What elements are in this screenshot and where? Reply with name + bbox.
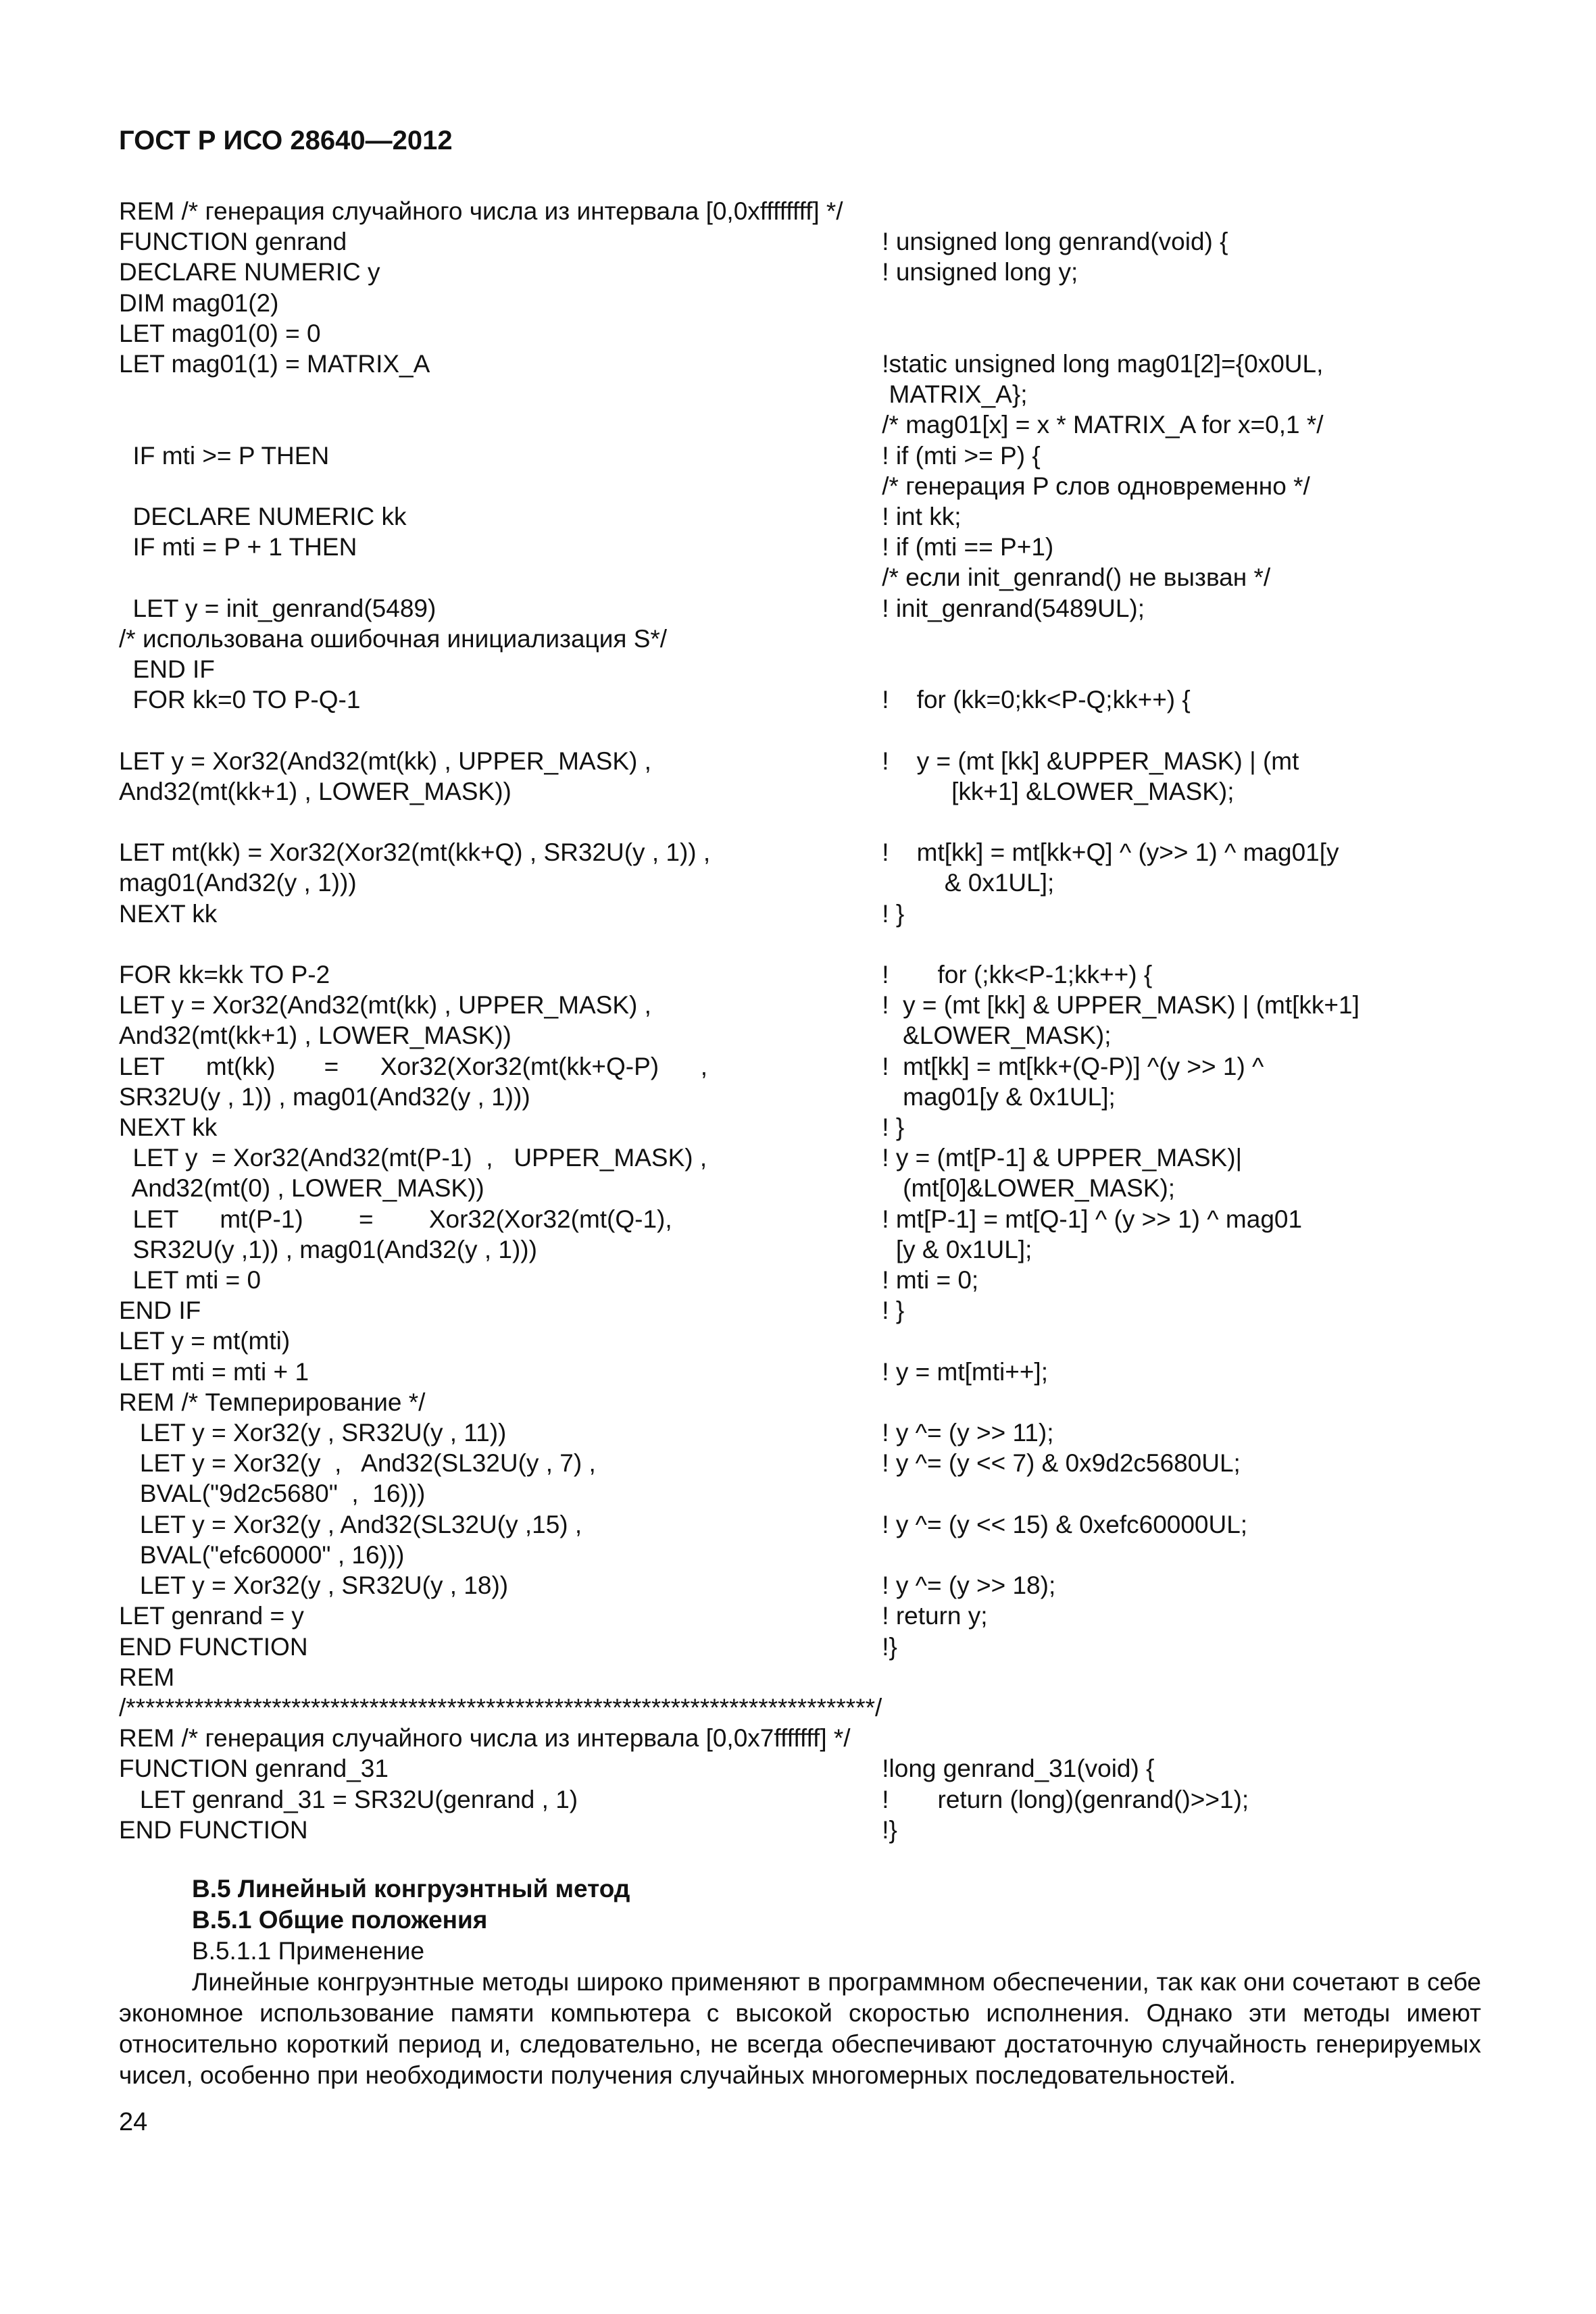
basic-code-line (119, 471, 882, 501)
basic-code-line: mag01(And32(y , 1))) (119, 869, 357, 897)
c-code-comment: ! mt[kk] = mt[kk+Q] ^ (y>> 1) ^ mag01[y (882, 838, 1339, 867)
code-row (119, 1662, 1557, 1692)
c-code-comment (882, 624, 1557, 654)
c-code-comment: ! if (mti >= P) { (882, 441, 1041, 470)
c-code-comment: ! init_genrand(5489UL); (882, 594, 1145, 622)
code-row (119, 1295, 1557, 1326)
c-code-comment (882, 807, 1557, 837)
basic-code-line: FOR kk=0 TO P-Q-1 (119, 686, 361, 714)
c-code-comment: /* mag01[x] = x * MATRIX_A for x=0,1 */ (882, 411, 1324, 439)
c-code-comment: ! } (882, 1113, 905, 1142)
code-row (119, 409, 1557, 440)
c-code-comment: ! y = mt[mti++]; (882, 1357, 1048, 1386)
page-number: 24 (119, 2108, 148, 2136)
code-row (119, 532, 1557, 562)
basic-code-line: LET mti = 0 (119, 1266, 261, 1294)
basic-code-line: END IF (119, 655, 215, 684)
code-row (119, 441, 1557, 471)
code-row (119, 288, 1557, 318)
basic-code-line: LET genrand = y (119, 1602, 304, 1630)
code-row (119, 379, 1557, 409)
code-row (119, 471, 1557, 501)
basic-code-line: /*****************************************************************************/ (119, 1693, 882, 1721)
basic-code-line: LET y = init_genrand(5489) (119, 594, 437, 622)
code-row (119, 1204, 1557, 1234)
c-code-comment: !static unsigned long mag01[2]={0x0UL, (882, 350, 1324, 378)
code-row (119, 776, 1557, 807)
code-row (119, 1540, 1557, 1570)
code-row (119, 1753, 1557, 1784)
basic-code-line: REM /* Темперирование */ (119, 1388, 426, 1416)
basic-code-line: BVAL("9d2c5680" , 16))) (119, 1480, 426, 1508)
code-listing (119, 196, 1557, 1845)
code-row (119, 837, 1557, 867)
c-code-comment: ! if (mti == P+1) (882, 533, 1054, 561)
basic-code-line: LET mt(kk) = Xor32(Xor32(mt(kk+Q-P) , (119, 1052, 708, 1080)
code-row (119, 1265, 1557, 1295)
code-row (119, 1815, 1557, 1845)
code-row (119, 1723, 1557, 1753)
code-row (119, 257, 1557, 287)
c-code-comment: ! for (;kk<P-1;kk++) { (882, 961, 1153, 989)
document-header: ГОСТ Р ИСО 28640—2012 (119, 126, 453, 155)
code-row (119, 1417, 1557, 1448)
c-code-comment (882, 929, 1557, 959)
basic-code-line: And32(mt(0) , LOWER_MASK)) (119, 1174, 484, 1203)
basic-code-line: DECLARE NUMERIC y (119, 258, 380, 286)
code-row (119, 1326, 1557, 1356)
code-row (119, 715, 1557, 745)
c-code-comment: ! for (kk=0;kk<P-Q;kk++) { (882, 686, 1191, 714)
code-row (119, 1478, 1557, 1509)
c-code-comment (882, 654, 1557, 684)
c-code-comment: MATRIX_A}; (882, 380, 1028, 409)
c-code-comment: ! y ^= (y << 15) & 0xefc60000UL; (882, 1510, 1248, 1538)
code-row (119, 1082, 1557, 1112)
code-row (119, 624, 1557, 654)
code-row (119, 1509, 1557, 1540)
basic-code-line: FOR kk=kk TO P-2 (119, 961, 330, 989)
c-code-comment: ! return (long)(genrand()>>1); (882, 1785, 1249, 1813)
c-code-comment: &LOWER_MASK); (882, 1022, 1112, 1050)
code-row (119, 746, 1557, 776)
code-row (119, 349, 1557, 379)
c-code-comment: ! y ^= (y >> 18); (882, 1571, 1056, 1600)
basic-code-line: LET mt(kk) = Xor32(Xor32(mt(kk+Q) , SR32U(y , 1)) , (119, 838, 711, 867)
code-row (119, 1601, 1557, 1631)
code-row (119, 990, 1557, 1020)
basic-code-line: REM /* генерация случайного числа из интервала [0,0x7fffffff] */ (119, 1724, 851, 1753)
c-code-comment (882, 1478, 1557, 1509)
code-row (119, 807, 1557, 837)
c-code-comment (882, 1692, 1557, 1723)
c-code-comment (882, 715, 1557, 745)
basic-code-line: DECLARE NUMERIC kk (119, 503, 407, 531)
basic-code-line: LET mag01(1) = MATRIX_A (119, 350, 430, 378)
code-row (119, 1632, 1557, 1662)
code-row (119, 1020, 1557, 1051)
c-code-comment: ! int kk; (882, 503, 962, 531)
c-code-comment: !} (882, 1815, 897, 1844)
c-code-comment: !} (882, 1632, 897, 1661)
basic-code-line: IF mti = P + 1 THEN (119, 533, 357, 561)
c-code-comment (882, 1387, 1557, 1417)
code-row (119, 1234, 1557, 1265)
basic-code-line: /* использована ошибочная инициализация S*/ (119, 624, 668, 653)
code-row (119, 318, 1557, 349)
basic-code-line: LET mag01(0) = 0 (119, 319, 321, 347)
basic-code-line: LET mti = mti + 1 (119, 1357, 309, 1386)
c-code-comment: [y & 0x1UL]; (882, 1235, 1032, 1263)
subsection-heading: В.5.1 Общие положения (192, 1906, 488, 1934)
basic-code-line (119, 379, 882, 409)
c-code-comment: ! return y; (882, 1602, 988, 1630)
code-row (119, 196, 1557, 226)
code-row (119, 1570, 1557, 1601)
basic-code-line: REM /* генерация случайного числа из интервала [0,0xffffffff] */ (119, 197, 843, 225)
c-code-comment: [kk+1] &LOWER_MASK); (882, 777, 1235, 805)
c-code-comment (882, 1723, 1557, 1753)
basic-code-line: REM (119, 1663, 175, 1691)
basic-code-line: LET y = Xor32(y , And32(SL32U(y , 7) , (119, 1449, 596, 1478)
section-b5 (119, 1873, 1481, 2091)
basic-code-line: SR32U(y ,1)) , mag01(And32(y , 1))) (119, 1235, 537, 1263)
basic-code-line: DIM mag01(2) (119, 288, 279, 317)
code-row (119, 562, 1557, 593)
basic-code-line: And32(mt(kk+1) , LOWER_MASK)) (119, 1022, 512, 1050)
basic-code-line (119, 929, 882, 959)
basic-code-line: LET y = Xor32(And32(mt(P-1) , UPPER_MASK) , (119, 1144, 707, 1172)
code-row (119, 1784, 1557, 1815)
c-code-comment: & 0x1UL]; (882, 869, 1055, 897)
basic-code-line: END FUNCTION (119, 1632, 308, 1661)
code-row (119, 1692, 1557, 1723)
body-paragraph: Линейные конгруэнтные методы широко применяют в программном обеспечении, так как они сочетают в себе экономное использование памяти компьютера с высокой скоростью исполнения. Однако эти методы имеют относительно короткий период и, следовательно, не всегда обеспечивают достаточную случайность генерируемых чисел, особенно при необходимости получения случайных многомерных последовательностей. (119, 1968, 1481, 2089)
basic-code-line: NEXT kk (119, 899, 218, 928)
c-code-comment: /* генерация P слов одновременно */ (882, 472, 1310, 500)
c-code-comment: ! mti = 0; (882, 1266, 979, 1294)
c-code-comment (882, 288, 1557, 318)
code-row (119, 226, 1557, 257)
code-row (119, 1142, 1557, 1173)
basic-code-line: BVAL("efc60000" , 16))) (119, 1540, 405, 1569)
c-code-comment: (mt[0]&LOWER_MASK); (882, 1174, 1176, 1203)
c-code-comment (882, 196, 1557, 226)
basic-code-line: LET y = Xor32(y , SR32U(y , 18)) (119, 1571, 509, 1600)
c-code-comment: ! y ^= (y >> 11); (882, 1419, 1054, 1447)
code-listing-body (119, 196, 1557, 1845)
code-row (119, 501, 1557, 532)
basic-code-line (119, 807, 882, 837)
basic-code-line: END FUNCTION (119, 1815, 308, 1844)
basic-code-line: END IF (119, 1297, 201, 1325)
subsubsection-heading: В.5.1.1 Применение (192, 1937, 425, 1965)
code-row (119, 1051, 1557, 1082)
code-row (119, 1448, 1557, 1478)
code-row (119, 959, 1557, 990)
c-code-comment: ! unsigned long y; (882, 258, 1078, 286)
basic-code-line: SR32U(y , 1)) , mag01(And32(y , 1))) (119, 1082, 530, 1111)
code-row (119, 1112, 1557, 1142)
section-heading: В.5 Линейный конгруэнтный метод (192, 1875, 630, 1903)
c-code-comment: ! y = (mt [kk] &UPPER_MASK) | (mt (882, 747, 1299, 775)
code-row (119, 684, 1557, 715)
code-row (119, 1387, 1557, 1417)
basic-code-line: LET y = Xor32(y , SR32U(y , 11)) (119, 1419, 507, 1447)
code-row (119, 1173, 1557, 1203)
c-code-comment (882, 1662, 1557, 1692)
code-row (119, 867, 1557, 898)
code-row (119, 1357, 1557, 1387)
c-code-comment: ! y = (mt [kk] & UPPER_MASK) | (mt[kk+1] (882, 991, 1360, 1020)
basic-code-line: LET genrand_31 = SR32U(genrand , 1) (119, 1785, 578, 1813)
c-code-comment: ! y ^= (y << 7) & 0x9d2c5680UL; (882, 1449, 1241, 1478)
c-code-comment (882, 1326, 1557, 1356)
basic-code-line: And32(mt(kk+1) , LOWER_MASK)) (119, 777, 512, 805)
c-code-comment: /* если init_genrand() не вызван */ (882, 563, 1271, 592)
basic-code-line: LET mt(P-1) = Xor32(Xor32(mt(Q-1), (119, 1205, 672, 1233)
basic-code-line: FUNCTION genrand_31 (119, 1755, 389, 1783)
c-code-comment: ! unsigned long genrand(void) { (882, 228, 1228, 256)
basic-code-line (119, 715, 882, 745)
basic-code-line: LET y = Xor32(And32(mt(kk) , UPPER_MASK) , (119, 991, 651, 1020)
basic-code-line: FUNCTION genrand (119, 228, 347, 256)
basic-code-line: LET y = Xor32(y , And32(SL32U(y ,15) , (119, 1510, 582, 1538)
basic-code-line: LET y = Xor32(And32(mt(kk) , UPPER_MASK) , (119, 747, 651, 775)
basic-code-line: NEXT kk (119, 1113, 218, 1142)
basic-code-line: LET y = mt(mti) (119, 1327, 291, 1355)
code-row (119, 899, 1557, 929)
c-code-comment: !long genrand_31(void) { (882, 1755, 1155, 1783)
basic-code-line: IF mti >= P THEN (119, 441, 330, 470)
c-code-comment: mag01[y & 0x1UL]; (882, 1082, 1116, 1111)
code-row (119, 929, 1557, 959)
c-code-comment: ! } (882, 1297, 905, 1325)
c-code-comment: ! mt[P-1] = mt[Q-1] ^ (y >> 1) ^ mag01 (882, 1205, 1303, 1233)
code-row (119, 593, 1557, 624)
c-code-comment (882, 1540, 1557, 1570)
c-code-comment: ! y = (mt[P-1] & UPPER_MASK)| (882, 1144, 1243, 1172)
basic-code-line (119, 409, 882, 440)
code-row (119, 654, 1557, 684)
c-code-comment: ! mt[kk] = mt[kk+(Q-P)] ^(y >> 1) ^ (882, 1052, 1264, 1080)
c-code-comment: ! } (882, 899, 905, 928)
basic-code-line (119, 562, 882, 593)
c-code-comment (882, 318, 1557, 349)
